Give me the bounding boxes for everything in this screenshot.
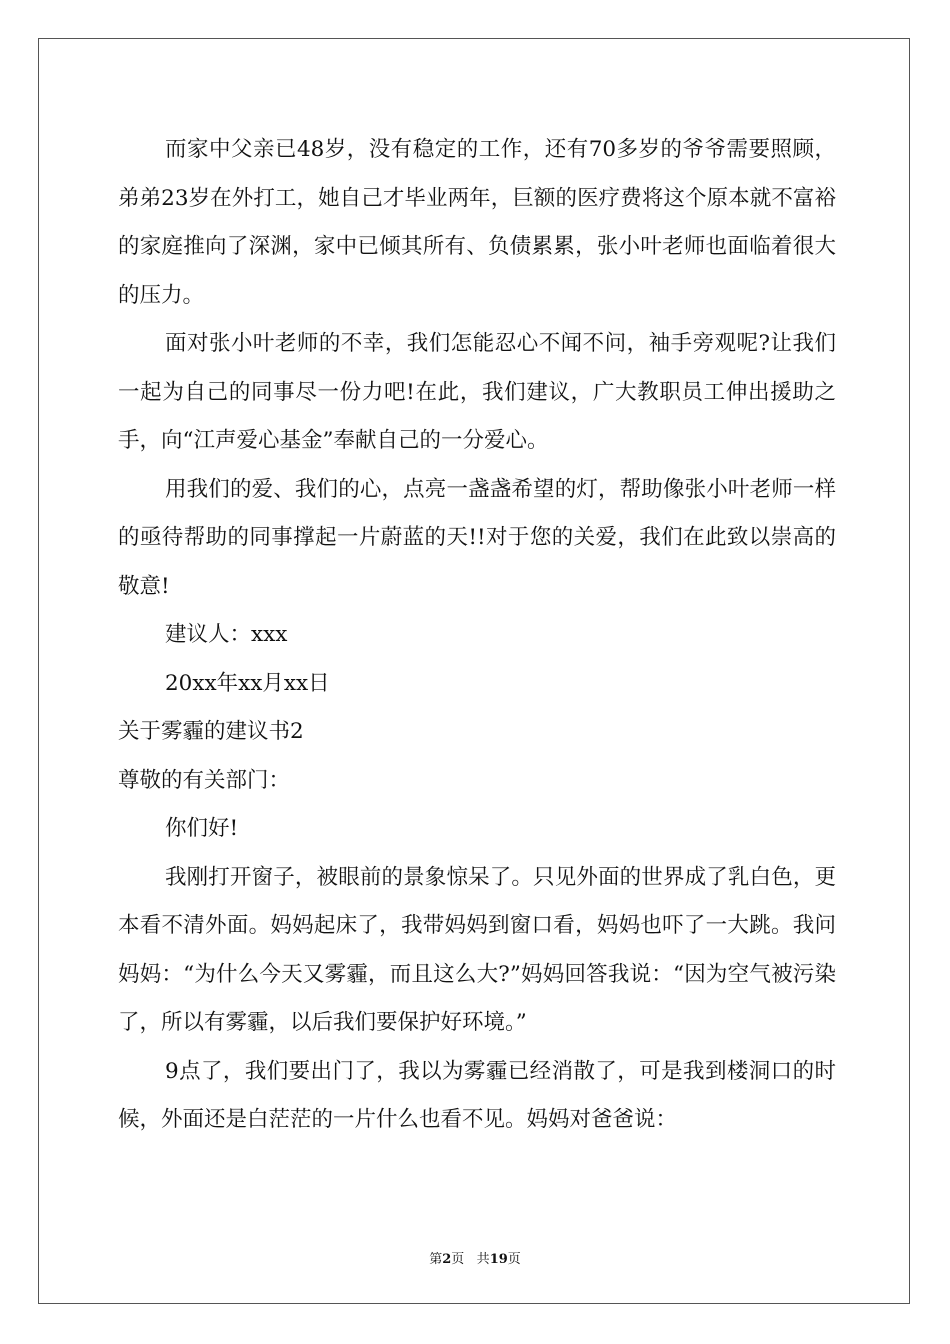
document-body bbox=[118, 126, 836, 1145]
total-prefix: 共 bbox=[476, 1252, 490, 1267]
page-number: 2 bbox=[442, 1252, 452, 1267]
date-line: 20xx年xx月xx日 bbox=[165, 670, 330, 696]
paragraph-family-situation: 而家中父亲已48岁，没有稳定的工作，还有70多岁的爷爷需要照顾，弟弟23岁在外打工，她自己才毕业两年，巨额的医疗费将这个原本就不富裕的家庭推向了深渊，家中已倾其所有、负债累累，张小叶老师也面临着很大的压力。 bbox=[118, 137, 836, 308]
page-footer bbox=[0, 1248, 950, 1267]
signer-line: 建议人：xxx bbox=[165, 622, 288, 647]
paragraph-going-out: 9点了，我们要出门了，我以为雾霾已经消散了，可是我到楼洞口的时候，外面还是白茫茫的一片什么也看不见。妈妈对爸爸说： bbox=[118, 1058, 836, 1132]
page-suffix: 页 bbox=[451, 1252, 465, 1267]
page-prefix: 第 bbox=[429, 1252, 443, 1267]
total-pages: 19 bbox=[489, 1252, 508, 1267]
total-suffix: 页 bbox=[507, 1252, 521, 1267]
greeting: 你们好! bbox=[165, 816, 239, 841]
salutation: 尊敬的有关部门： bbox=[118, 767, 291, 793]
paragraph-closing: 用我们的爱、我们的心，点亮一盏盏希望的灯，帮助像张小叶老师一样的亟待帮助的同事撑起一片蔚蓝的天!!对于您的关爱，我们在此致以崇高的敬意! bbox=[118, 476, 836, 599]
section-title: 关于雾霾的建议书2 bbox=[118, 719, 304, 744]
paragraph-appeal: 面对张小叶老师的不幸，我们怎能忍心不闻不问，袖手旁观呢?让我们一起为自己的同事尽一份力吧!在此，我们建议，广大教职员工伸出援助之手，向“江声爱心基金”奉献自己的一分爱心。 bbox=[118, 331, 836, 453]
paragraph-smog-morning: 我刚打开窗子，被眼前的景象惊呆了。只见外面的世界成了乳白色，更本看不清外面。妈妈起床了，我带妈妈到窗口看，妈妈也吓了一大跳。我问妈妈：“为什么今天又雾霾，而且这么大?”妈妈回答我说：“因为空气被污染了，所以有雾霾，以后我们要保护好环境。” bbox=[118, 864, 836, 1035]
